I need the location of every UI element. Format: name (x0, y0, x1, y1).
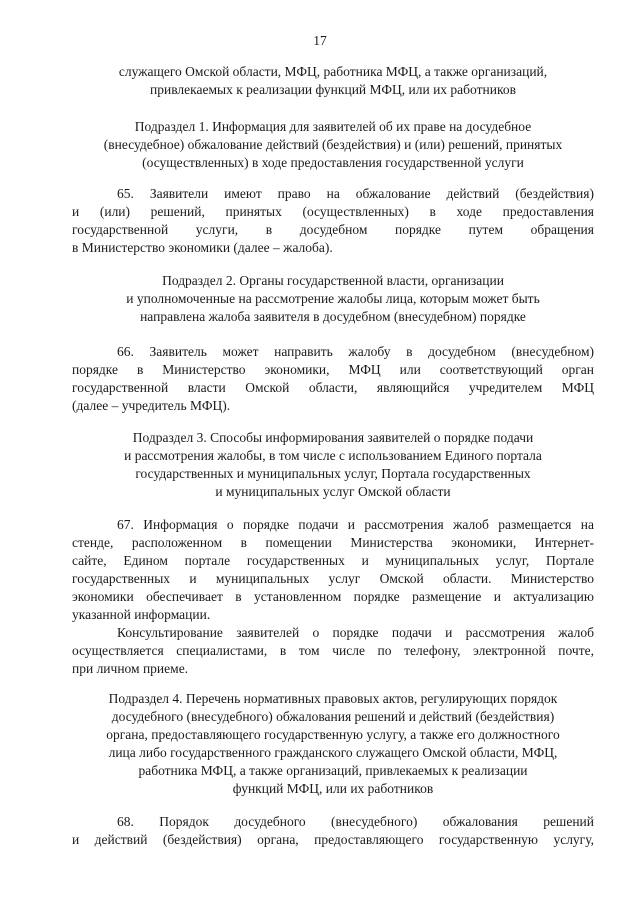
heading-line: государственных и муниципальных услуг, Портала государственных (135, 466, 531, 481)
paragraph-line: 67. Информация о порядке подачи и рассмотрения жалоб размещается на (117, 517, 594, 532)
paragraph-line: указанной информации. (72, 607, 211, 622)
paragraph-line: экономики обеспечивает в установленном порядке размещение и актуализацию (72, 589, 594, 604)
paragraph-67-consultation (72, 624, 594, 678)
paragraph-line: 65. Заявители имеют право на обжалование действий (бездействия) (117, 186, 594, 201)
paragraph-line: государственной услуги, в досудебном порядке путем обращения (72, 222, 594, 237)
heading-line: досудебного (внесудебного) обжалования решений и действий (бездействия) (111, 709, 555, 724)
paragraph-line: Консультирование заявителей о порядке подачи и рассмотрения жалоб (117, 625, 594, 640)
paragraph-line: стенде, расположенном в помещении Министерства экономики, Интернет- (72, 535, 594, 550)
subsection-4-heading (72, 690, 594, 798)
paragraph-line: 68. Порядок досудебного (внесудебного) обжалования решений (117, 814, 594, 829)
paragraph-line: (далее – учредитель МФЦ). (72, 398, 231, 413)
heading-line: функций МФЦ, или их работников (232, 781, 434, 796)
paragraph-line: государственной власти Омской области, являющийся учредителем МФЦ (72, 380, 594, 395)
paragraph-67 (72, 516, 594, 624)
paragraph-line: 66. Заявитель может направить жалобу в досудебном (внесудебном) (117, 344, 594, 359)
heading-line: лица либо государственного гражданского служащего Омской области, МФЦ, (108, 745, 558, 760)
heading-line: Подраздел 4. Перечень нормативных правовых актов, регулирующих порядок (108, 691, 558, 706)
paragraph-68 (72, 813, 594, 849)
heading-line: Подраздел 2. Органы государственной власти, организации (162, 273, 504, 288)
subsection-3-heading (72, 429, 594, 501)
paragraph-line: и действий (бездействия) органа, предоставляющего государственную услугу, (72, 832, 594, 847)
paragraph-line: при личном приеме. (72, 661, 189, 676)
page-number: 17 (313, 33, 327, 48)
paragraph-line: и (или) решений, принятых (осуществленных) в ходе предоставления (72, 204, 594, 219)
heading-line: служащего Омской области, МФЦ, работника МФЦ, а также организаций, (118, 64, 548, 79)
paragraph-line: сайте, Едином портале государственных и муниципальных услуг, Портале (72, 553, 594, 568)
heading-line: органа, предоставляющего государственную услугу, а также его должностного (106, 727, 560, 742)
heading-line: работника МФЦ, а также организаций, привлекаемых к реализации (138, 763, 528, 778)
heading-line: (внесудебное) обжалование действий (бездействия) и (или) решений, принятых (103, 137, 563, 152)
paragraph-line: порядке в Министерство экономики, МФЦ или соответствующий орган (72, 362, 594, 377)
paragraph-line: осуществляется специалистами, в том числе по телефону, электронной почте, (72, 643, 594, 658)
heading-line: и муниципальных услуг Омской области (215, 484, 451, 499)
heading-line: и уполномоченные на рассмотрение жалобы лица, которым может быть (126, 291, 540, 306)
paragraph-line: государственных и муниципальных услуг Омской области. Министерство (72, 571, 594, 586)
subsection-1-heading (72, 118, 594, 172)
subsection-2-heading (72, 272, 594, 326)
heading-line: Подраздел 3. Способы информирования заявителей о порядке подачи (132, 430, 534, 445)
heading-line: и рассмотрения жалобы, в том числе с использованием Единого портала (124, 448, 542, 463)
heading-continuation (72, 63, 594, 99)
heading-line: (осуществленных) в ходе предоставления государственной услуги (142, 155, 524, 170)
paragraph-66 (72, 343, 594, 415)
paragraph-line: в Министерство экономики (далее – жалоба). (72, 240, 333, 255)
heading-line: направлена жалоба заявителя в досудебном (внесудебном) порядке (140, 309, 526, 324)
heading-line: привлекаемых к реализации функций МФЦ, или их работников (150, 82, 516, 97)
paragraph-65 (72, 185, 594, 257)
heading-line: Подраздел 1. Информация для заявителей об их праве на досудебное (134, 119, 532, 134)
